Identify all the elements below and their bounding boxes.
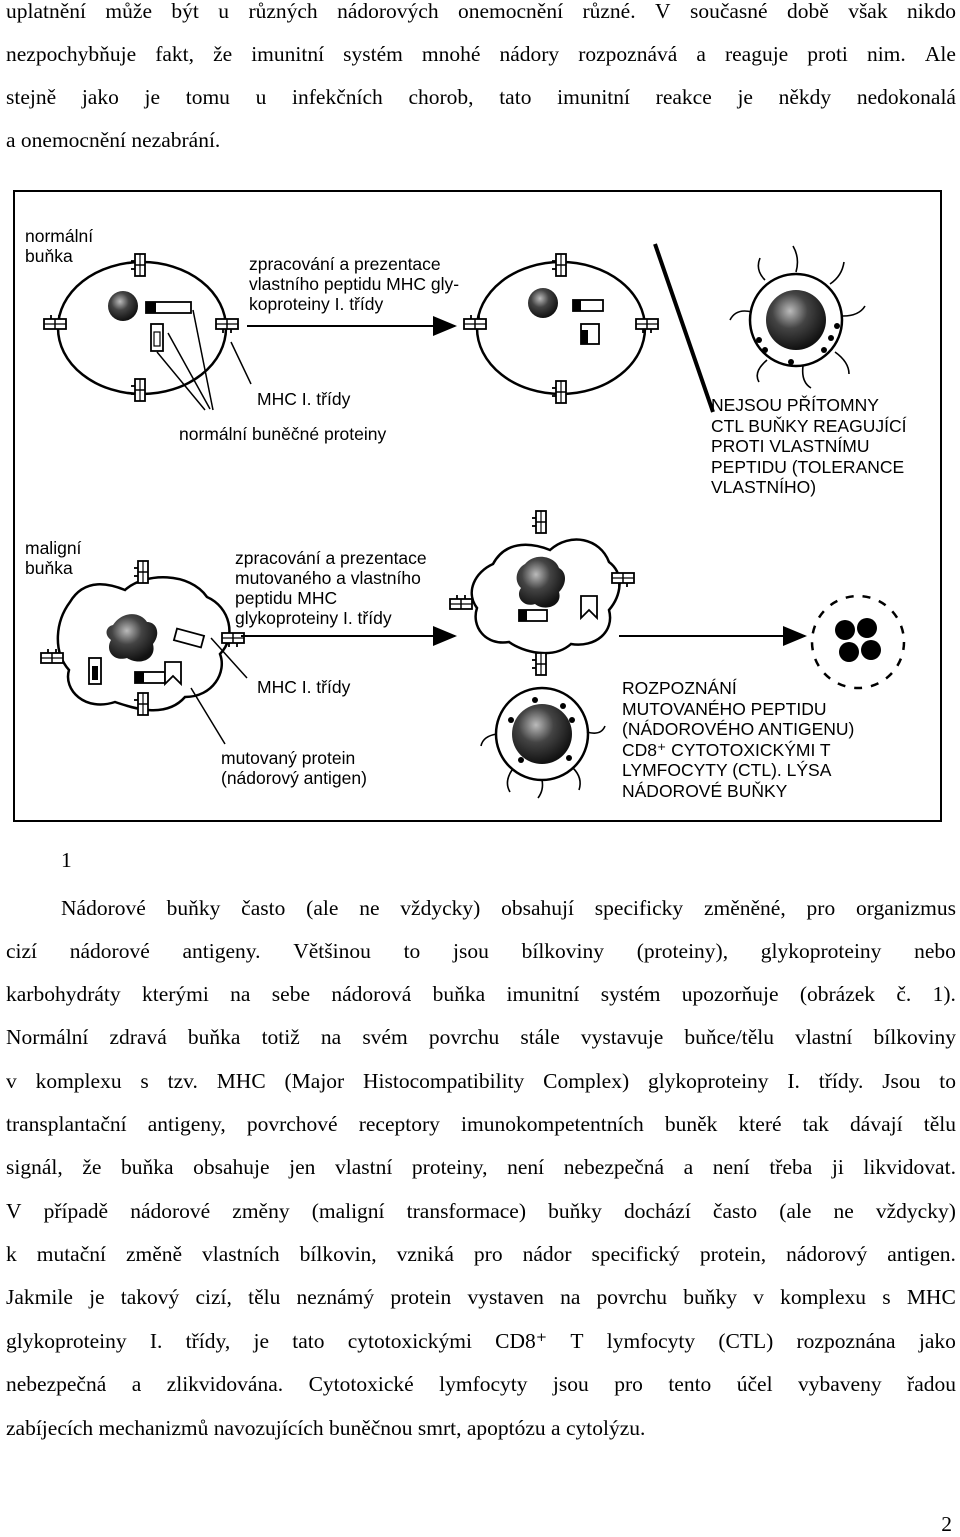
word: někdy [778, 85, 832, 109]
word: často [712, 1199, 758, 1223]
word: a [131, 1372, 142, 1396]
word: buněk [664, 1112, 718, 1136]
mhc-label-top: MHC I. třídy [257, 389, 351, 409]
word: době [786, 0, 829, 23]
word: systém [600, 982, 661, 1006]
word: nebezpečná [6, 1372, 107, 1396]
word: nebo [914, 939, 956, 963]
word: sebe [271, 982, 310, 1006]
word: proti [807, 42, 848, 66]
word: antigeny. [182, 939, 261, 963]
word: buňky [683, 1285, 737, 1309]
word: změně [125, 1242, 183, 1266]
word: nádory [499, 42, 560, 66]
word: změny [232, 1199, 290, 1223]
word: nádorová [331, 982, 412, 1006]
word: Histocompatibility [363, 1069, 525, 1093]
word: buňce/tělu [684, 1025, 774, 1049]
word: účel [736, 1372, 773, 1396]
word: Jakmile [6, 1285, 73, 1309]
word: specificky [594, 896, 684, 920]
word: ji [831, 1155, 844, 1179]
body-line [6, 1066, 956, 1096]
word: tomu [185, 85, 230, 109]
body-line [6, 936, 956, 966]
word: dochází [623, 1199, 691, 1223]
word: buňka [187, 1025, 241, 1049]
word: vždycky) [400, 896, 481, 920]
word: MHC [906, 1285, 956, 1309]
word: neznámý [296, 1285, 375, 1309]
mhc-label-bottom: MHC I. třídy [257, 677, 351, 697]
word: že [82, 1155, 102, 1179]
word: buňka [432, 982, 486, 1006]
word: kterými [141, 982, 209, 1006]
word: stejně [6, 85, 57, 109]
word: řadou [907, 1372, 956, 1396]
word: s [882, 1285, 891, 1309]
body-line [6, 1022, 956, 1052]
word: povrchu [596, 1285, 667, 1309]
body-line [6, 1239, 956, 1269]
ctl-cell-bottom [481, 688, 605, 798]
word: imunitní [506, 982, 580, 1006]
word: antigeny, [147, 1112, 226, 1136]
word: pro [806, 896, 836, 920]
body-line [6, 1152, 956, 1182]
word: lymfocyty [606, 1329, 696, 1353]
word: likvidovat. [863, 1155, 956, 1179]
word: u [218, 0, 230, 23]
word: není [507, 1155, 545, 1179]
word: nádorové [130, 1199, 211, 1223]
intro-line [6, 82, 956, 112]
intro-line [6, 0, 956, 26]
body-line [61, 893, 956, 923]
word: č. [896, 982, 912, 1006]
word: (Major [284, 1069, 345, 1093]
word: antigen. [887, 1242, 956, 1266]
word: takový [120, 1285, 180, 1309]
normal-processing-label: zpracování a prezentace vlastního peptidu MHC gly- koproteiny I. třídy [249, 254, 460, 314]
word: rozpoznána [796, 1329, 896, 1353]
word: nádor [522, 1242, 572, 1266]
word: reaguje [724, 42, 789, 66]
word: receptory [358, 1112, 440, 1136]
word: různých [248, 0, 318, 23]
word: vlastní [795, 1025, 853, 1049]
word: cytotoxickými [347, 1329, 472, 1353]
word: transplantační [6, 1112, 127, 1136]
word: uplatnění [6, 0, 87, 23]
word: nebezpečná [563, 1155, 664, 1179]
word: imunitní [251, 42, 325, 66]
word: případě [43, 1199, 109, 1223]
word: glykoproteiny [760, 939, 882, 963]
word: obsahují [501, 896, 574, 920]
word: Normální [6, 1025, 89, 1049]
word: je [737, 85, 753, 109]
word: na [560, 1285, 581, 1309]
word: pro [614, 1372, 643, 1396]
word: upozorňuje [681, 982, 779, 1006]
malignant-cell-presenting [450, 511, 634, 675]
body-line [6, 1282, 956, 1312]
word: (obrázek [799, 982, 876, 1006]
word: dávají [850, 1112, 903, 1136]
word: v [753, 1285, 764, 1309]
word: T [570, 1329, 584, 1353]
word: s [140, 1069, 149, 1093]
word: organizmus [856, 896, 956, 920]
word: glykoproteiny [6, 1329, 127, 1353]
word: obsahuje [193, 1155, 270, 1179]
body-line [6, 979, 956, 1009]
word: v [6, 1069, 17, 1093]
malignant-processing-label: zpracování a prezentace mutovaného a vlastního peptidu MHC glykoproteiny I. třídy [235, 548, 427, 628]
body-line [6, 1326, 956, 1356]
word: jsou [552, 1372, 589, 1396]
word: buňka [120, 1155, 174, 1179]
word: často [241, 896, 286, 920]
word: ne [359, 896, 380, 920]
intro-line [6, 39, 956, 69]
word: nádorový [786, 1242, 868, 1266]
word: signál, [6, 1155, 63, 1179]
word: cizí [6, 939, 38, 963]
word: onemocnění [458, 0, 564, 23]
body-line: zabíjecích mechanizmů navozujících buněčnou smrt, apoptózu a cytolýzu. [6, 1416, 646, 1440]
word: fakt, [155, 42, 195, 66]
word: a [696, 42, 706, 66]
lysed-tumor-cell [812, 596, 904, 688]
word: nim. [866, 42, 906, 66]
word: rozpoznává [578, 42, 678, 66]
word: vystavuje [580, 1025, 664, 1049]
word: zlikvidována. [166, 1372, 284, 1396]
word: tělu [248, 1285, 281, 1309]
word: je [253, 1329, 269, 1353]
body-line [6, 1369, 956, 1399]
word: chorob, [408, 85, 474, 109]
word: jako [918, 1329, 956, 1353]
mutated-protein-label: mutovaný protein (nádorový antigen) [221, 748, 367, 788]
word: cizí, [195, 1285, 232, 1309]
recognition-note: ROZPOZNÁNÍ MUTOVANÉHO PEPTIDU (NÁDOROVÉHO ANTIGENU) CD8⁺ CYTOTOXICKÝMI T LYMFOCYTY (CTL). LÝSA NÁDOROVÉ BUŇKY [622, 678, 855, 801]
word: specifický [591, 1242, 680, 1266]
word: jako [81, 85, 119, 109]
word: je [89, 1285, 105, 1309]
word: bílkoviny [521, 939, 605, 963]
word: I. [787, 1069, 800, 1093]
word: (ale [306, 896, 339, 920]
page-number: 2 [941, 1512, 952, 1536]
word: třeba [769, 1155, 813, 1179]
word: imunitní [557, 85, 630, 109]
word: které [738, 1112, 782, 1136]
word: pro [473, 1242, 503, 1266]
word: karbohydráty [6, 982, 121, 1006]
word: Většinou [293, 939, 371, 963]
word: glykoproteiny [647, 1069, 769, 1093]
word: jsou [453, 939, 489, 963]
word: současné [689, 0, 768, 23]
word: tzv. [167, 1069, 198, 1093]
word: protein [390, 1285, 452, 1309]
tolerance-note: NEJSOU PŘÍTOMNY CTL BUŇKY REAGUJÍCÍ PROTI VLASTNÍMU PEPTIDU (TOLERANCE VLASTNÍHO) [711, 395, 907, 497]
body-line [6, 1196, 956, 1226]
word: však [848, 0, 888, 23]
word: třídy. [818, 1069, 864, 1093]
word: protein, [699, 1242, 767, 1266]
word: transformace) [406, 1199, 527, 1223]
normal-cell-presenting [464, 254, 658, 403]
word: (CTL) [718, 1329, 774, 1353]
word: infekčních [292, 85, 383, 109]
word: Complex) [543, 1069, 630, 1093]
word: nádorových [337, 0, 439, 23]
word: ne [833, 1199, 854, 1223]
normal-cell [44, 254, 238, 401]
word: je [144, 85, 161, 109]
word: vždycky) [875, 1199, 956, 1223]
word: vybaveny [798, 1372, 882, 1396]
word: tato [499, 85, 532, 109]
word: bílkovin, [299, 1242, 377, 1266]
word: změněné, [703, 896, 786, 920]
word: komplexu [35, 1069, 122, 1093]
word: být [171, 0, 199, 23]
word: to [939, 1069, 956, 1093]
word: (ale [779, 1199, 812, 1223]
body-line [6, 1109, 956, 1139]
word: V [6, 1199, 22, 1223]
word: vystaven [467, 1285, 544, 1309]
word: bílkoviny [873, 1025, 956, 1049]
word: povrchu [428, 1025, 500, 1049]
word: I. [149, 1329, 163, 1353]
normal-cell-label: normální buňka [25, 226, 94, 266]
word: k [6, 1242, 17, 1266]
word: Cytotoxické [308, 1372, 414, 1396]
word: stále [520, 1025, 560, 1049]
word: totiž [261, 1025, 300, 1049]
intro-line: a onemocnění nezabrání. [6, 128, 221, 152]
word: reakce [655, 85, 712, 109]
word: (proteiny), [636, 939, 729, 963]
word: tento [668, 1372, 712, 1396]
word: 1). [932, 982, 956, 1006]
word: nádorové [69, 939, 150, 963]
word: MHC [216, 1069, 266, 1093]
word: proteiny, [411, 1155, 488, 1179]
word: svém [362, 1025, 408, 1049]
word: může [105, 0, 152, 23]
word: třídy, [185, 1329, 231, 1353]
word: různé. [582, 0, 636, 23]
word: povrchové [246, 1112, 338, 1136]
word: tato [292, 1329, 325, 1353]
word: tak [802, 1112, 829, 1136]
word: imunokompetentních [461, 1112, 644, 1136]
word: komplexu [780, 1285, 867, 1309]
word: jen [289, 1155, 316, 1179]
word: na [230, 982, 251, 1006]
word: Ale [924, 42, 956, 66]
word: u [255, 85, 267, 109]
word: V [655, 0, 671, 23]
malignant-cell [41, 561, 244, 715]
word: to [403, 939, 421, 963]
word: nedokonalá [856, 85, 956, 109]
word: buňky [548, 1199, 602, 1223]
malignant-cell-label: maligní buňka [25, 538, 82, 578]
word: CD8⁺ [495, 1329, 548, 1353]
word: vlastní [334, 1155, 393, 1179]
word: mutační [36, 1242, 106, 1266]
word: Jsou [882, 1069, 921, 1093]
word: mnohé [421, 42, 481, 66]
word: systém [343, 42, 403, 66]
word: vzniká [396, 1242, 454, 1266]
word: zdravá [109, 1025, 167, 1049]
word: Nádorové [61, 896, 146, 920]
word: a [683, 1155, 694, 1179]
word: (maligní [311, 1199, 385, 1223]
word: nikdo [907, 0, 956, 23]
normal-proteins-label: normální buněčné proteiny [179, 424, 387, 444]
ctl-cell-top [730, 246, 865, 388]
word: nezpochybňuje [6, 42, 137, 66]
word: buňky [166, 896, 221, 920]
word: na [320, 1025, 342, 1049]
word: tělu [923, 1112, 956, 1136]
word: lymfocyty [439, 1372, 528, 1396]
immune-recognition-figure [13, 190, 942, 822]
word: vlastních [202, 1242, 280, 1266]
figure-number: 1 [61, 848, 72, 872]
word: že [213, 42, 233, 66]
word: není [712, 1155, 750, 1179]
